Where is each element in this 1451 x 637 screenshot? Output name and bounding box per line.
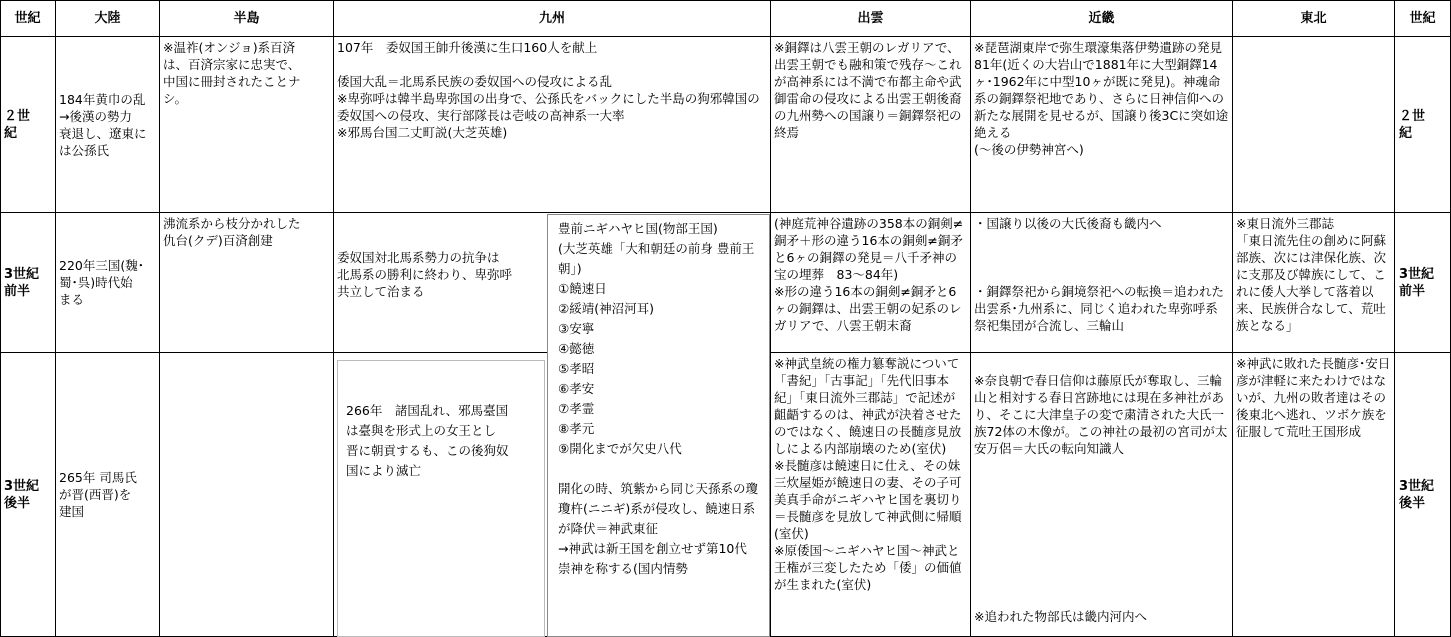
kyushu-nigihayahi-box: 豊前ニギハヤヒ国(物部王国) (大芝英雄「大和朝廷の前身 豊前王朝」) ①饒速日 ②綏靖(神沼河耳) ③安寧 ④懿徳 ⑤孝昭 ⑥孝安 ⑦孝霊 ⑧孝元 ⑨開化までが欠史八代 開化の時、筑紫から同じ天孫系の瓊瓊杵(ニニギ)系が侵攻し、饒速日系が降伏＝神武東征 →神武は新王国を創立せず第10代崇神を称する(国内情勢 bbox=[547, 214, 770, 637]
row3-izumo: ※神武皇統の権力簒奪説について「書紀」「古事記」「先代旧事本紀」「東日流外三郡誌」で記述が齟齬するのは、神武が決着させたのではなく、饒速日の長髄彦見放しによる内部崩壊のため(室伏) ※長髄彦は饒速日に仕え、その妹三炊屋姫が饒速日の妻、その子可美真手命がニギハヤヒ国を裏切り＝長髄彦を見放して神武側に帰順(室伏) ※原倭国～ニギハヤヒ国～神武と王権が三変したため「倭」の価値が生まれた(室伏) bbox=[771, 353, 971, 637]
era-2c-right: ２世 紀 bbox=[1395, 37, 1451, 213]
row3-kinki-text: ※奈良朝で春日信仰は藤原氏が奪取し、三輪山と相対する春日宮跡地には現在多神社があり、そこに大津皇子の変で粛清された大氏一族72体の木像が。この神社の最初の宮司が太安万侶＝大氏の転向知識人 bbox=[974, 373, 1228, 456]
row1-continent-text: 184年黄巾の乱 →後漢の勢力 衰退し、遼東に は公孫氏 bbox=[59, 91, 147, 158]
row1-tohoku bbox=[1233, 37, 1395, 213]
header-kinki: 近畿 bbox=[971, 0, 1233, 37]
era-3c-first-half-right: 3世紀 前半 bbox=[1395, 213, 1451, 353]
row2-kinki: ・国譲り以後の大氏後裔も畿内へ ・銅鐸祭祀から銅境祭祀への転換＝追われた出雲系･九州系に、同じく追われた卑弥呼系祭祀集団が合流し、三輪山 bbox=[971, 213, 1233, 353]
header-kyushu: 九州 bbox=[334, 0, 771, 37]
header-century-right: 世紀 bbox=[1395, 0, 1451, 37]
row3-kinki bbox=[971, 353, 1233, 637]
row3-peninsula bbox=[160, 353, 334, 637]
row2-continent bbox=[56, 213, 160, 353]
era-3c-first-half: 3世紀 前半 bbox=[0, 213, 56, 353]
era-3c-second-half-right: 3世紀 後半 bbox=[1395, 353, 1451, 637]
row2-continent-text: 220年三国(魏･ 蜀･呉)時代始 まる bbox=[59, 258, 144, 307]
row3-continent bbox=[56, 353, 160, 637]
row2-kyushu-left: 委奴国対北馬系勢力の抗争は 北馬系の勝利に終わり、卑弥呼 共立して治まる bbox=[337, 250, 513, 299]
row3-kinki-bottom: ※追われた物部氏は畿内河内へ bbox=[974, 609, 1147, 624]
row1-izumo: ※銅鐸は八雲王朝のレガリアで、出雲王朝でも融和策で残存～これが高神系には不満で布都主命や武御雷命の侵攻による出雲王朝後裔の九州勢への国譲り＝銅鐸祭祀の終焉 bbox=[771, 37, 971, 213]
row3-tohoku: ※神武に敗れた長髄彦･安日彦が津軽に来たわけではないが、九州の敗者達はその後東北へ逃れ、ツボケ族を征服して荒吐王国形成 bbox=[1233, 353, 1395, 637]
header-century: 世紀 bbox=[0, 0, 56, 37]
row1-kyushu: 107年 委奴国王帥升後漢に生口160人を献上 倭国大乱＝北馬系民族の委奴国への侵攻による乱 ※卑弥呼は韓半島卑弥国の出身で、公孫氏をバックにした半島の狗邪韓国の委奴国への侵攻、実行部隊長は壱岐の高神系一大率 ※邪馬台国二丈町説(大芝英雄) bbox=[334, 37, 771, 213]
row1-peninsula: ※温祚(オンジョ)系百済 は、百済宗家に忠実で、 中国に冊封されたことナ シ。 bbox=[160, 37, 334, 213]
header-izumo: 出雲 bbox=[771, 0, 971, 37]
era-3c-second-half: 3世紀 後半 bbox=[0, 353, 56, 637]
header-continent: 大陸 bbox=[56, 0, 160, 37]
header-peninsula: 半島 bbox=[160, 0, 334, 37]
row3-kyushu-left: 266年 諸国乱れ、邪馬臺国 は臺與を形式上の女王とし 晋に朝貢するも、この後狗奴 国により滅亡 bbox=[337, 360, 545, 637]
row2-tohoku: ※東日流外三郡誌 「東日流先住の創めに阿蘇部族、次には津保化族、次に支那及び韓族にして、これに倭人大挙して落着以来、民族併合なして、荒吐族となる」 bbox=[1233, 213, 1395, 353]
row1-kinki: ※琵琶湖東岸で弥生環濠集落伊勢遺跡の発見81年(近くの大岩山で1881年に大型銅鐸14ヶ･1962年に中型10ヶが既に発見)。神魂命系の銅鐸祭祀地であり、さらに日神信仰への新たな展開を見せるが、国譲り後3Cに突如途絶える (～後の伊勢神宮へ) bbox=[971, 37, 1233, 213]
row2-peninsula: 沸流系から枝分かれした 仇台(クデ)百済創建 bbox=[160, 213, 334, 353]
era-2c: ２世 紀 bbox=[0, 37, 56, 213]
row1-continent bbox=[56, 37, 160, 213]
header-tohoku: 東北 bbox=[1233, 0, 1395, 37]
row3-continent-text: 265年 司馬氏 が晋(西晋)を 建国 bbox=[59, 470, 137, 519]
row2-izumo: (神庭荒神谷遺跡の358本の銅剣≠銅矛＋形の違う16本の銅剣≠銅矛と6ヶの銅鐸の発見＝八千矛神の宝の埋葬 83～84年) ※形の違う16本の銅剣≠銅矛と6ヶの銅鐸は、出雲王朝の妃系のレガリアで、八雲王朝末裔 bbox=[771, 213, 971, 353]
